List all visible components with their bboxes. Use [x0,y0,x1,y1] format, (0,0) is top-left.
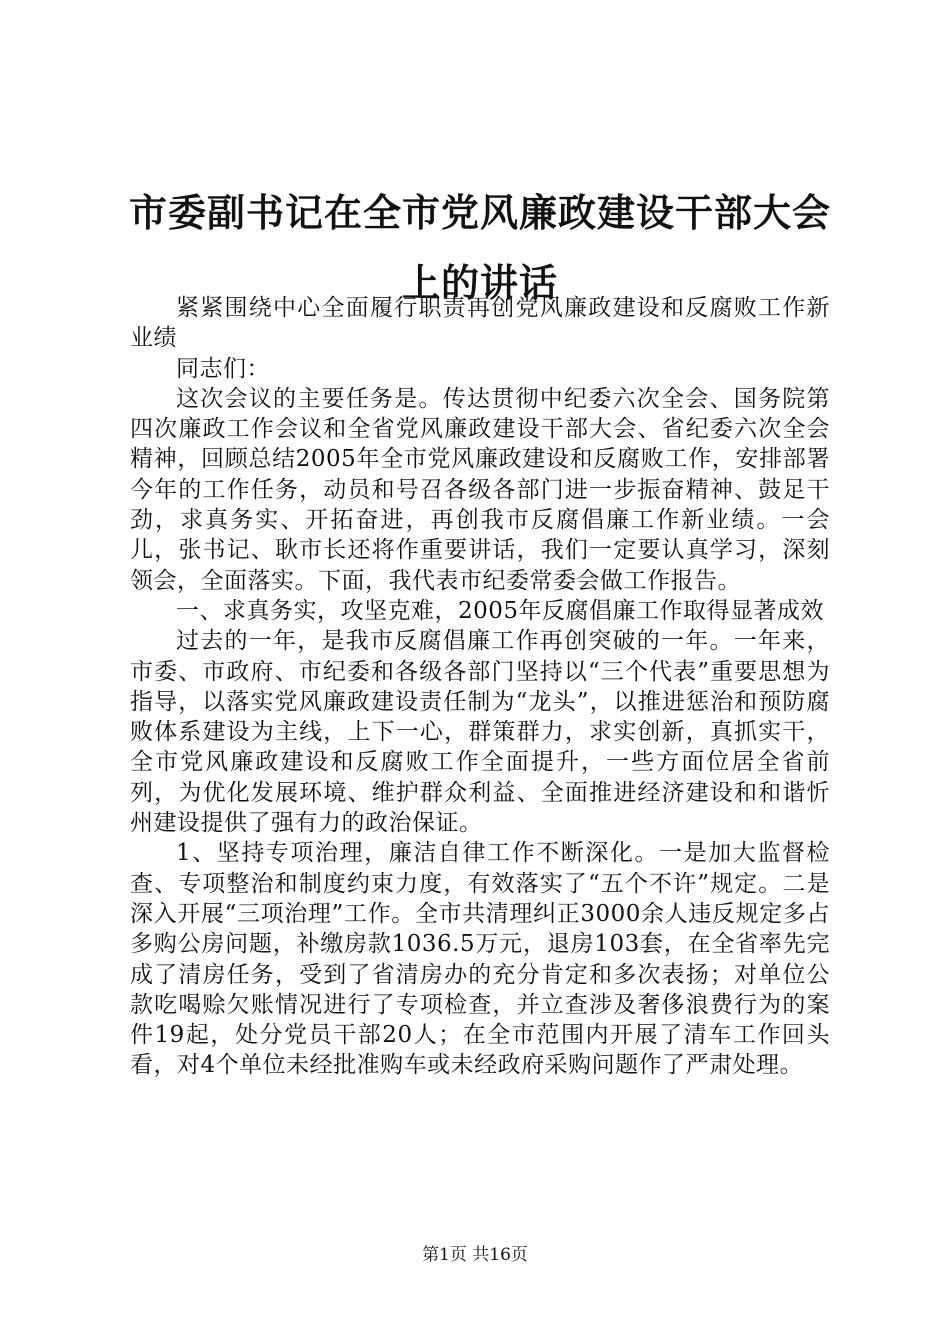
document-body [130,293,830,1081]
salutation-paragraph: 同志们： [176,355,270,382]
section-heading: 一、求真务实，攻坚克难，2005年反腐倡廉工作取得显著成效 [176,597,825,624]
item-paragraph: 1、坚持专项治理，廉洁自律工作不断深化。一是加大监督检查、专项整治和制度约束力度，有效落实了“五个不许”规定。二是深入开展“三项治理”工作。全市共清理纠正3000余人违反规定多占多购公房问题，补缴房款1036.5万元，退房103套，在全省率先完成了清房任务，受到了省清房办的充分肯定和多次表扬；对单位公款吃喝赊欠账情况进行了专项检查，并立查涉及奢侈浪费行为的案件19起，处分党员干部20人；在全市范围内开展了清车工作回头看，对4个单位未经批准购车或未经政府采购问题作了严肃处理。 [130,840,830,1079]
intro-paragraph: 这次会议的主要任务是。传达贯彻中纪委六次全会、国务院第四次廉政工作会议和全省党风廉政建设干部大会、省纪委六次全会精神，回顾总结2005年全市党风廉政建设和反腐败工作，安排部署今年的工作任务，动员和号召各级各部门进一步振奋精神、鼓足干劲，求真务实、开拓奋进，再创我市反腐倡廉工作新业绩。一会儿，张书记、耿市长还将作重要讲话，我们一定要认真学习，深刻领会，全面落实。下面，我代表市纪委常委会做工作报告。 [130,385,830,594]
document-title: 市委副书记在全市党风廉政建设干部大会上的讲话 [128,191,831,305]
review-paragraph: 过去的一年，是我市反腐倡廉工作再创突破的一年。一年来，市委、市政府、市纪委和各级各部门坚持以“三个代表”重要思想为指导，以落实党风廉政建设责任制为“龙头”，以推进惩治和预防腐败体系建设为主线，上下一心，群策群力，求实创新，真抓实干，全市党风廉政建设和反腐败工作全面提升，一些方面位居全省前列，为优化发展环境、维护群众利益、全面推进经济建设和和谐忻州建设提供了强有力的政治保证。 [130,628,830,837]
page-number-footer: 第1页 共16页 [422,1245,528,1265]
subtitle-paragraph: 紧紧围绕中心全面履行职责再创党风廉政建设和反腐败工作新业绩 [130,295,830,352]
